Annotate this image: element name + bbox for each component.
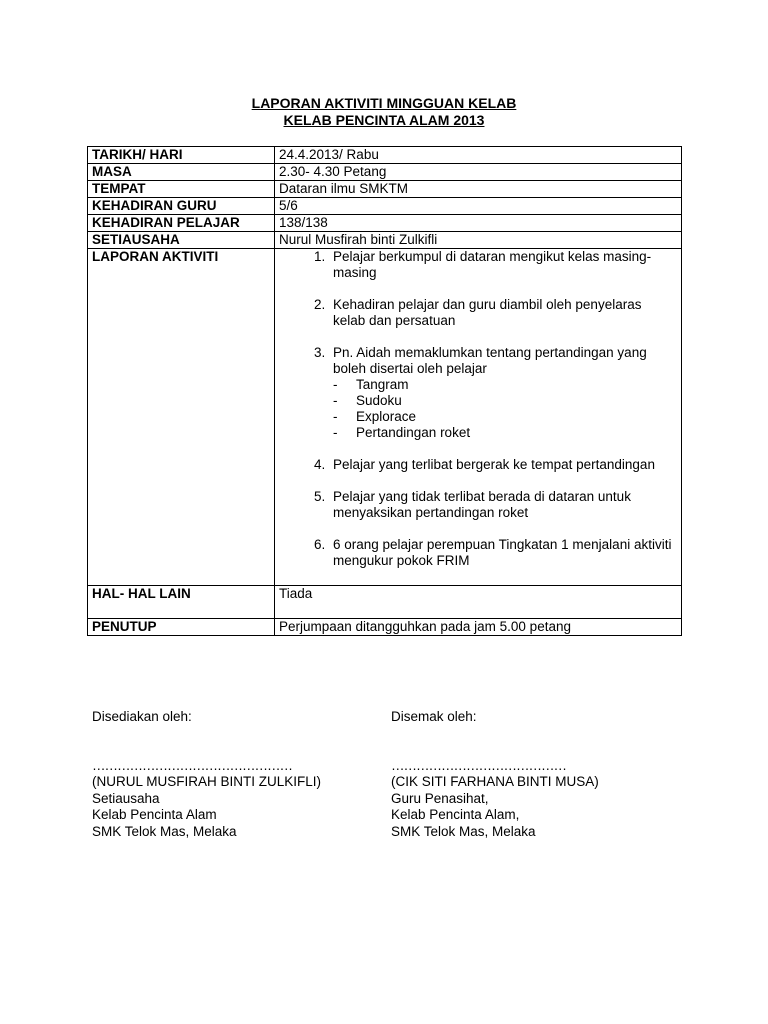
row-label: SETIAUSAHA: [88, 232, 275, 249]
report-table: [87, 146, 682, 636]
signer-club: Kelab Pencinta Alam,: [391, 807, 520, 822]
list-item: 6. 6 orang pelajar perempuan Tingkatan 1 menjalani aktiviti mengukur pokok FRIM: [329, 537, 677, 569]
signer-school: SMK Telok Mas, Melaka: [391, 823, 536, 839]
activity-list-cell: [275, 249, 682, 586]
list-item: - Tangram: [333, 377, 409, 392]
table-row: [88, 232, 682, 249]
signer-club: Kelab Pencinta Alam: [92, 807, 217, 822]
reviewed-by-heading: Disemak oleh:: [391, 709, 477, 724]
table-row: [88, 164, 682, 181]
row-value: Perjumpaan ditangguhkan pada jam 5.00 petang: [275, 619, 682, 636]
list-item: - Pertandingan roket: [333, 425, 471, 440]
activity-list: [279, 249, 677, 569]
list-item: [329, 345, 677, 441]
table-row: [88, 215, 682, 232]
row-value: 138/138: [275, 215, 682, 232]
row-value: 2.30- 4.30 Petang: [275, 164, 682, 181]
table-row: [88, 147, 682, 164]
report-title: LAPORAN AKTIVITI MINGGUAN KELAB: [251, 95, 517, 111]
row-value: Tiada: [275, 586, 682, 619]
activity-text: Pn. Aidah memaklumkan tentang pertandingan yang boleh disertai oleh pelajar: [333, 345, 647, 376]
row-label: TEMPAT: [88, 181, 275, 198]
table-row: [88, 181, 682, 198]
row-value: 5/6: [275, 198, 682, 215]
row-label: MASA: [88, 164, 275, 181]
table-row: [88, 198, 682, 215]
row-label: KEHADIRAN GURU: [88, 198, 275, 215]
club-title: KELAB PENCINTA ALAM 2013: [283, 112, 485, 128]
prepared-by-block: [92, 709, 321, 840]
row-label: LAPORAN AKTIVITI: [88, 249, 275, 586]
signer-name: (NURUL MUSFIRAH BINTI ZULKIFLI): [92, 774, 322, 789]
reviewed-by-block: [391, 709, 599, 840]
list-item: 5. Pelajar yang tidak terlibat berada di dataran untuk menyaksikan pertandingan roket: [329, 489, 677, 521]
signer-role: Guru Penasihat,: [391, 790, 489, 806]
row-label: KEHADIRAN PELAJAR: [88, 215, 275, 232]
table-row-penutup: [88, 619, 682, 636]
table-row-laporan: [88, 249, 682, 586]
signature-line: ……………………………………: [391, 757, 566, 773]
row-label: TARIKH/ HARI: [88, 147, 275, 164]
table-row-hal-lain: [88, 586, 682, 619]
list-item: 2. Kehadiran pelajar dan guru diambil oleh penyelaras kelab dan persatuan: [329, 297, 677, 329]
row-label: HAL- HAL LAIN: [88, 586, 275, 619]
signer-school: SMK Telok Mas, Melaka: [92, 823, 237, 839]
signer-role: Setiausaha: [92, 790, 160, 806]
row-value: 24.4.2013/ Rabu: [275, 147, 682, 164]
row-value: Dataran ilmu SMKTM: [275, 181, 682, 198]
signer-name: (CIK SITI FARHANA BINTI MUSA): [391, 774, 599, 789]
signature-line: …………………………………………: [92, 757, 292, 773]
list-item: 1. Pelajar berkumpul di dataran mengikut kelas masing-masing: [329, 249, 677, 281]
list-item: 4. Pelajar yang terlibat bergerak ke tempat pertandingan: [329, 457, 677, 473]
competition-list: [333, 377, 677, 441]
list-item: - Explorace: [333, 409, 417, 424]
row-value: Nurul Musfirah binti Zulkifli: [275, 232, 682, 249]
row-label: PENUTUP: [88, 619, 275, 636]
list-item: - Sudoku: [333, 393, 402, 408]
prepared-by-heading: Disediakan oleh:: [92, 709, 192, 724]
